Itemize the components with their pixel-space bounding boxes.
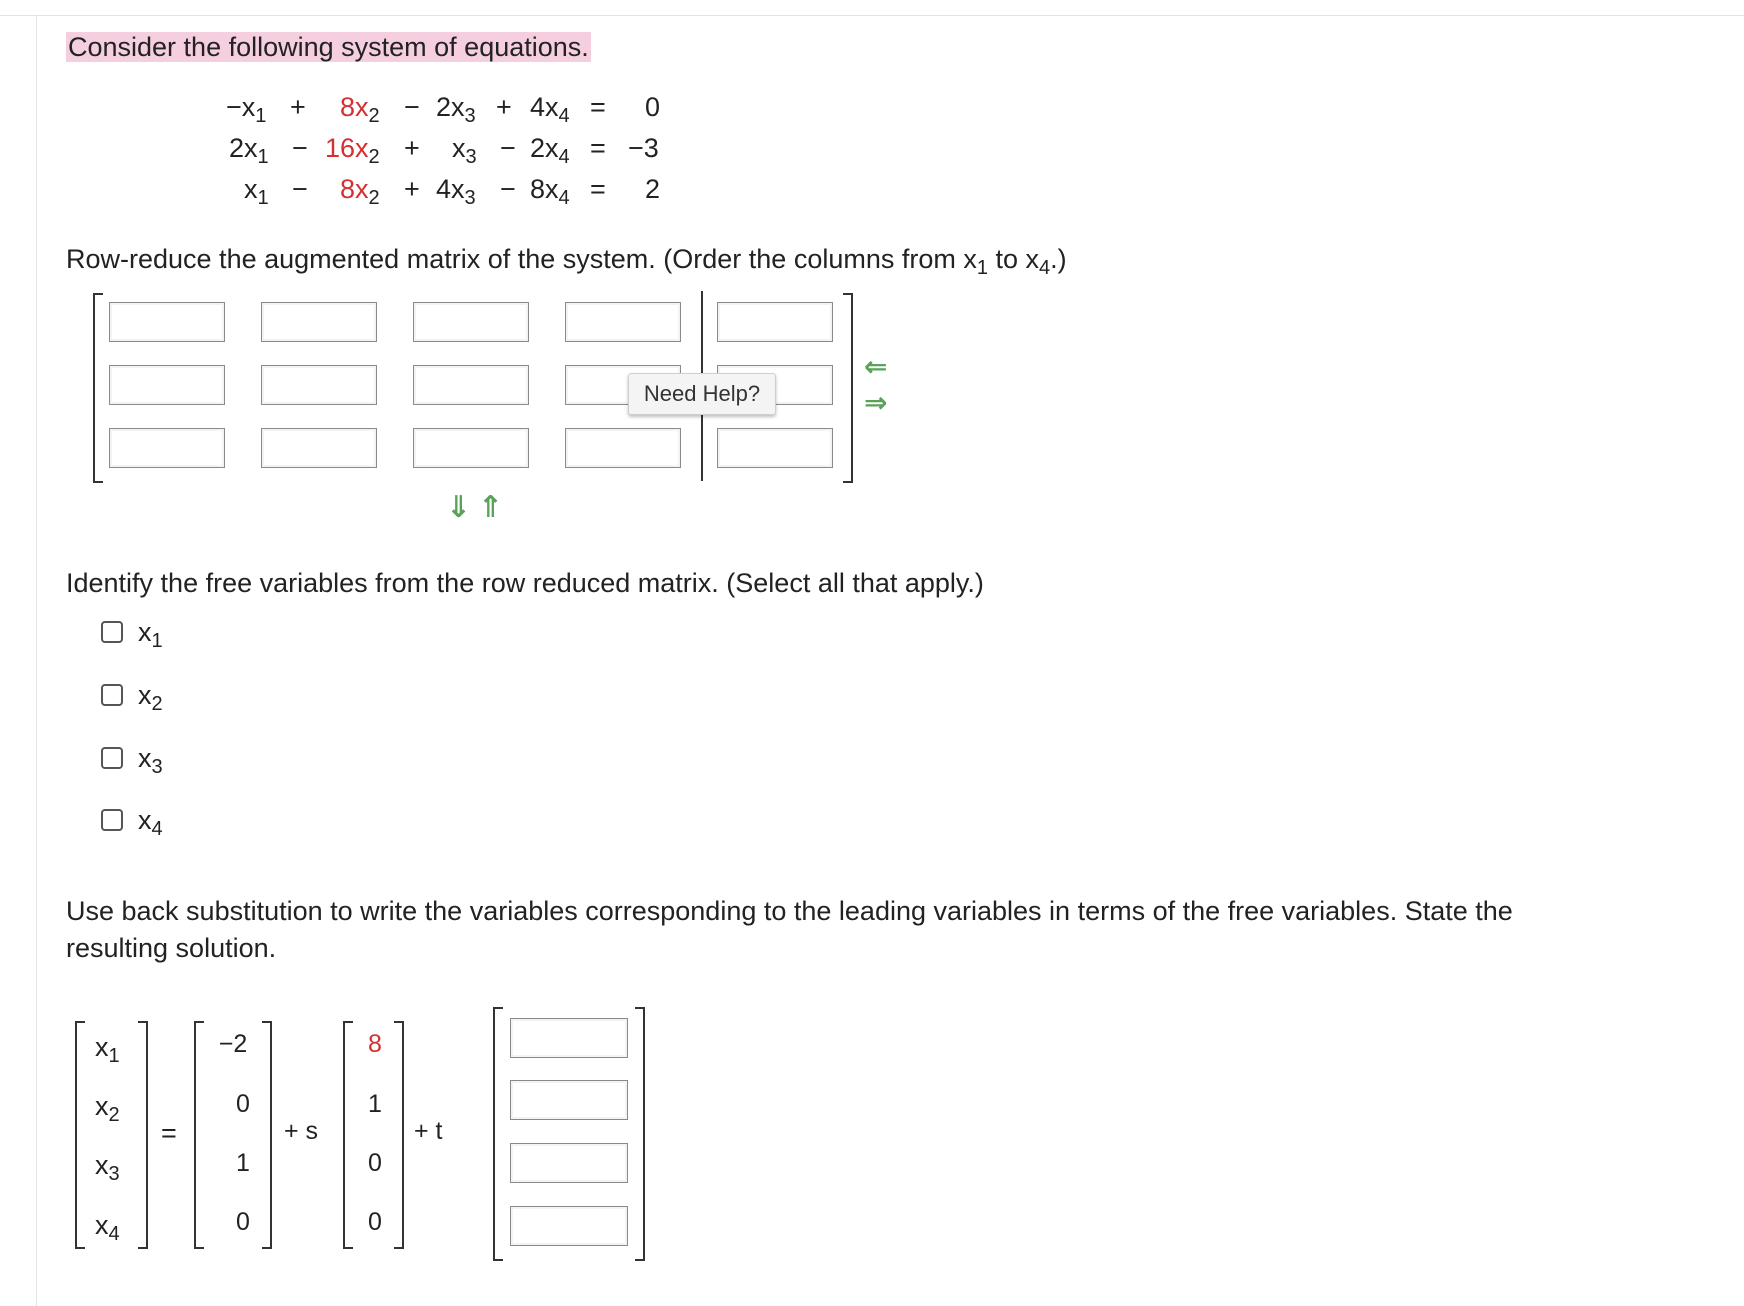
var-x4: $x_4$ <box>95 1210 120 1245</box>
s-value-4: 0 <box>368 1208 382 1236</box>
eq-r3-op2: + <box>404 174 420 204</box>
intro-text: Consider the following system of equations. <box>68 32 589 62</box>
free-variables-prompt: Identify the free variables from the row reduced matrix. (Select all that apply.) <box>66 568 984 598</box>
t-vector-input-4[interactable] <box>510 1206 628 1246</box>
matrix-cell-r2c3[interactable] <box>413 365 529 405</box>
matrix-cell-r1c5[interactable] <box>717 302 833 342</box>
t-vector-right-bracket <box>635 1007 645 1261</box>
matrix-cell-r1c4[interactable] <box>565 302 681 342</box>
s-value-1: 8 <box>368 1030 382 1058</box>
eq-r3-op1: − <box>292 174 308 204</box>
plus-t-label: + t <box>414 1117 443 1145</box>
var-vector-left-bracket <box>75 1021 85 1249</box>
left-divider <box>36 15 37 1306</box>
s-vector-right-bracket <box>394 1021 404 1249</box>
eq-r3-term2: $8x_2$ <box>340 174 380 209</box>
s-value-3: 0 <box>368 1149 382 1177</box>
rowreduce-prompt: Row-reduce the augmented matrix of the system. (Order the columns from $x_1$ to $x_4$.) <box>66 244 1067 279</box>
var-x1: $x_1$ <box>95 1032 120 1067</box>
eq-r1-op1: + <box>290 92 306 122</box>
matrix-cell-r3c2[interactable] <box>261 428 377 468</box>
const-value-1: −2 <box>218 1030 248 1058</box>
matrix-cell-r1c1[interactable] <box>109 302 225 342</box>
t-vector-input-1[interactable] <box>510 1018 628 1058</box>
matrix-cell-r3c3[interactable] <box>413 428 529 468</box>
eq-r2-equals: = <box>590 133 606 163</box>
eq-r3-op3: − <box>500 174 516 204</box>
backsub-prompt-line1: Use back substitution to write the variables corresponding to the leading variables in terms of the free variables. State the <box>66 896 1513 926</box>
eq-r3-rhs: 2 <box>645 174 661 204</box>
t-vector-input-2[interactable] <box>510 1080 628 1120</box>
t-vector-left-bracket <box>493 1007 503 1261</box>
checkbox-label-x2: $x_2$ <box>138 680 163 715</box>
s-vector-left-bracket <box>343 1021 353 1249</box>
eq-r1-term3: $2x_3$ <box>436 92 476 127</box>
eq-r2-op3: − <box>500 133 516 163</box>
matrix-cell-r1c2[interactable] <box>261 302 377 342</box>
plus-s-label: + s <box>284 1117 319 1145</box>
add-column-arrow-icon[interactable]: ⇒ <box>864 387 888 418</box>
matrix-cell-r2c1[interactable] <box>109 365 225 405</box>
t-vector-input-3[interactable] <box>510 1143 628 1183</box>
checkbox-label-x1: $x_1$ <box>138 617 163 652</box>
solution-equals: = <box>161 1118 177 1148</box>
matrix-right-bracket <box>843 293 853 483</box>
eq-r1-term4: $4x_4$ <box>530 92 570 127</box>
matrix-cell-r3c4[interactable] <box>565 428 681 468</box>
eq-r2-rhs: −3 <box>628 133 659 163</box>
const-vector-left-bracket <box>194 1021 204 1249</box>
var-vector-right-bracket <box>138 1021 148 1249</box>
checkbox-x3[interactable] <box>101 747 123 769</box>
eq-r1-op3: + <box>496 92 512 122</box>
eq-r2-op2: + <box>404 133 420 163</box>
var-x2: $x_2$ <box>95 1091 120 1126</box>
top-divider <box>0 15 1744 16</box>
checkbox-label-x4: $x_4$ <box>138 805 163 840</box>
eq-r3-equals: = <box>590 174 606 204</box>
checkbox-x1[interactable] <box>101 621 123 643</box>
eq-r1-equals: = <box>590 92 606 122</box>
s-value-2: 1 <box>368 1090 382 1118</box>
checkbox-x4[interactable] <box>101 809 123 831</box>
const-vector-right-bracket <box>262 1021 272 1249</box>
const-value-4: 0 <box>236 1208 250 1236</box>
const-value-3: 1 <box>236 1149 250 1177</box>
eq-r3-term1: $x_1$ <box>244 174 269 209</box>
eq-r3-term4: $8x_4$ <box>530 174 570 209</box>
eq-r2-term3: $x_3$ <box>452 133 477 168</box>
eq-r1-term1: $-x_1$ <box>226 92 267 127</box>
eq-r1-rhs: 0 <box>645 92 661 122</box>
matrix-cell-r3c5[interactable] <box>717 428 833 468</box>
backsub-prompt-line2: resulting solution. <box>66 933 277 963</box>
const-value-2: 0 <box>236 1090 250 1118</box>
add-row-arrow-icon[interactable]: ⇓ <box>446 491 472 524</box>
eq-r1-term2: $8x_2$ <box>340 92 380 127</box>
eq-r2-op1: − <box>292 133 308 163</box>
checkbox-x2[interactable] <box>101 684 123 706</box>
matrix-cell-r3c1[interactable] <box>109 428 225 468</box>
checkbox-label-x3: $x_3$ <box>138 743 163 778</box>
eq-r2-term4: $2x_4$ <box>530 133 570 168</box>
matrix-cell-r1c3[interactable] <box>413 302 529 342</box>
matrix-left-bracket <box>93 293 103 483</box>
eq-r1-op2: − <box>404 92 420 122</box>
eq-r2-term2: $16x_2$ <box>325 133 380 168</box>
var-x3: $x_3$ <box>95 1150 120 1185</box>
remove-row-arrow-icon[interactable]: ⇑ <box>478 491 504 524</box>
eq-r2-term1: $2x_1$ <box>229 133 269 168</box>
eq-r3-term3: $4x_3$ <box>436 174 476 209</box>
remove-column-arrow-icon[interactable]: ⇐ <box>864 351 888 382</box>
matrix-cell-r2c2[interactable] <box>261 365 377 405</box>
need-help-tooltip[interactable]: Need Help? <box>628 373 776 415</box>
